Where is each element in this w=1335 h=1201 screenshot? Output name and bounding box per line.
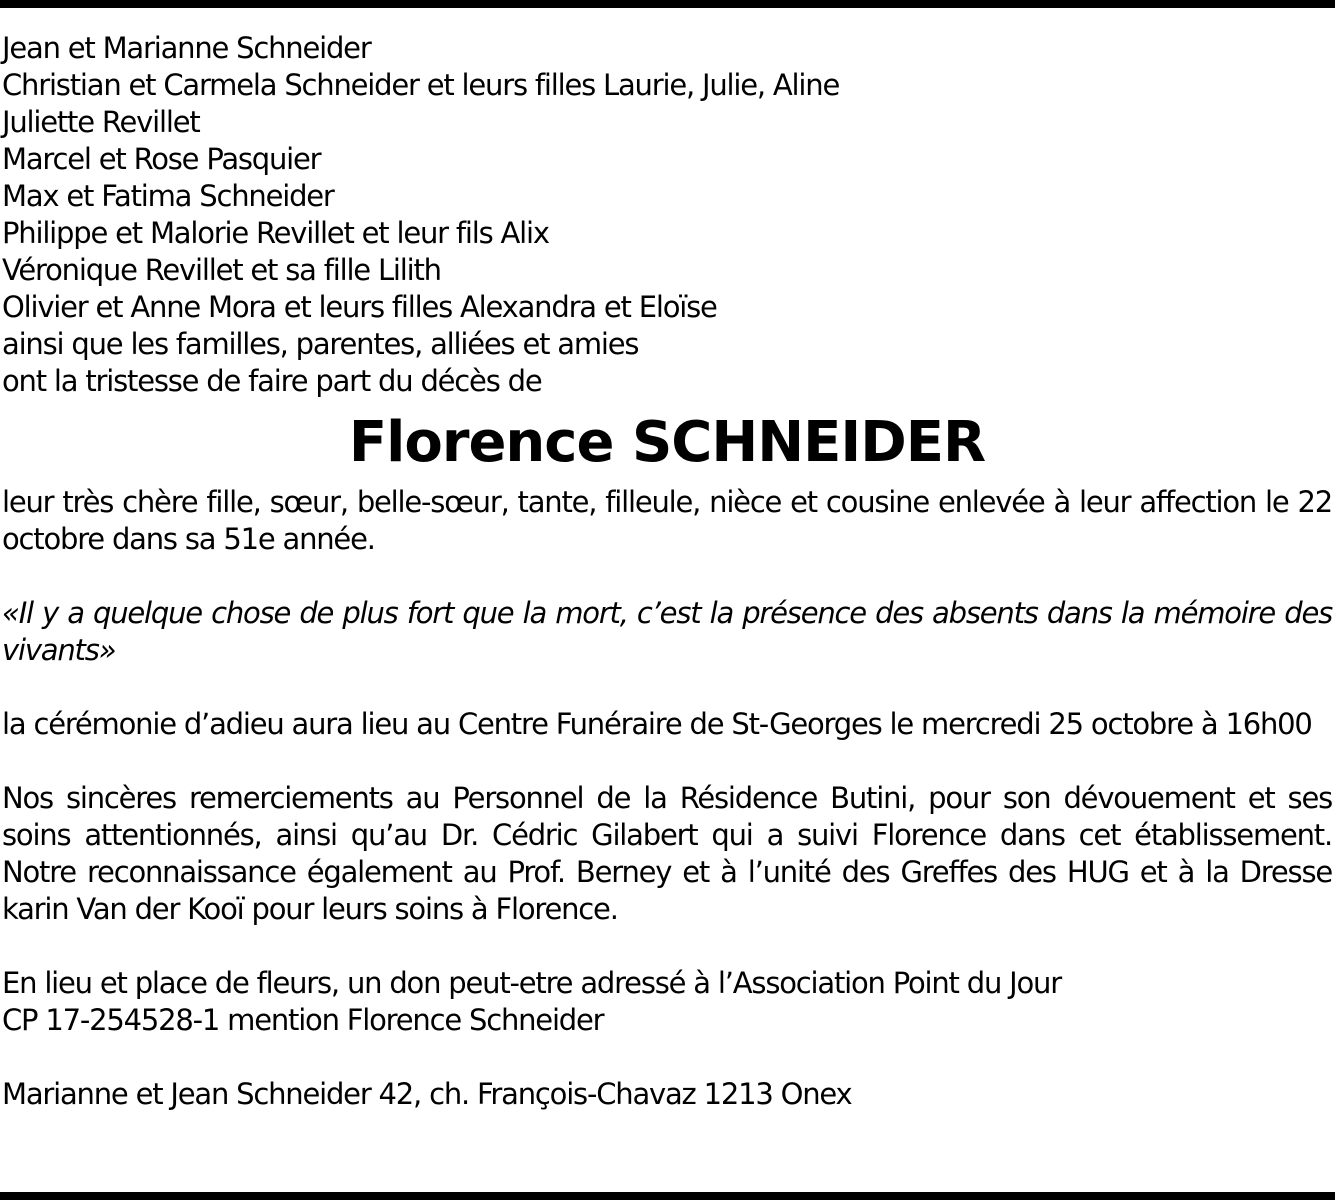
deceased-name: Florence SCHNEIDER	[348, 410, 986, 475]
bottom-border-rule	[0, 1192, 1335, 1200]
paragraph-spacer	[2, 558, 1332, 595]
family-address: Marianne et Jean Schneider 42, ch. François-Chavaz 1213 Onex	[2, 1077, 852, 1111]
family-line: Max et Fatima Schneider	[2, 179, 334, 213]
description-paragraph: leur très chère fille, sœur, belle-sœur, tante, filleule, nièce et cousine enlevée à leur affection le 22 octobre dans sa 51e année.	[2, 485, 1332, 556]
paragraph-spacer	[2, 743, 1332, 780]
family-line: Olivier et Anne Mora et leurs filles Alexandra et Eloïse	[2, 290, 717, 324]
donation-line: En lieu et place de fleurs, un don peut-etre adressé à l’Association Point du Jour	[2, 966, 1061, 1000]
family-line: Christian et Carmela Schneider et leurs filles Laurie, Julie, Aline	[2, 68, 840, 102]
family-line: Marcel et Rose Pasquier	[2, 142, 321, 176]
obituary-notice	[2, 30, 1332, 1113]
ceremony-paragraph: la cérémonie d’adieu aura lieu au Centre Funéraire de St-Georges le mercredi 25 octobre à 16h00	[2, 707, 1312, 741]
family-line: Juliette Revillet	[2, 105, 200, 139]
family-line: Véronique Revillet et sa fille Lilith	[2, 253, 441, 287]
family-list	[2, 30, 1332, 363]
paragraph-spacer	[2, 1039, 1332, 1076]
memorial-quote: «Il y a quelque chose de plus fort que la mort, c’est la présence des absents dans la mémoire des vivants»	[2, 596, 1332, 667]
thanks-paragraph: Nos sincères remerciements au Personnel de la Résidence Butini, pour son dévouement et ses soins attentionnés, ainsi qu’au Dr. Cédric Gilabert qui a suivi Florence dans cet établissement. Notre reconnaissance également au Prof. Berney et à l’unité des Greffes des HUG et à la Dresse karin Van der Kooï pour leurs soins à Florence.	[2, 781, 1332, 926]
top-border-rule	[0, 0, 1335, 8]
announcement-intro: ont la tristesse de faire part du décès de	[2, 364, 542, 398]
family-line: Philippe et Malorie Revillet et leur fils Alix	[2, 216, 549, 250]
donation-account-line: CP 17-254528-1 mention Florence Schneider	[2, 1003, 604, 1037]
family-line: Jean et Marianne Schneider	[2, 31, 371, 65]
paragraph-spacer	[2, 928, 1332, 965]
paragraph-spacer	[2, 669, 1332, 706]
family-line: ainsi que les familles, parentes, alliées et amies	[2, 327, 639, 361]
